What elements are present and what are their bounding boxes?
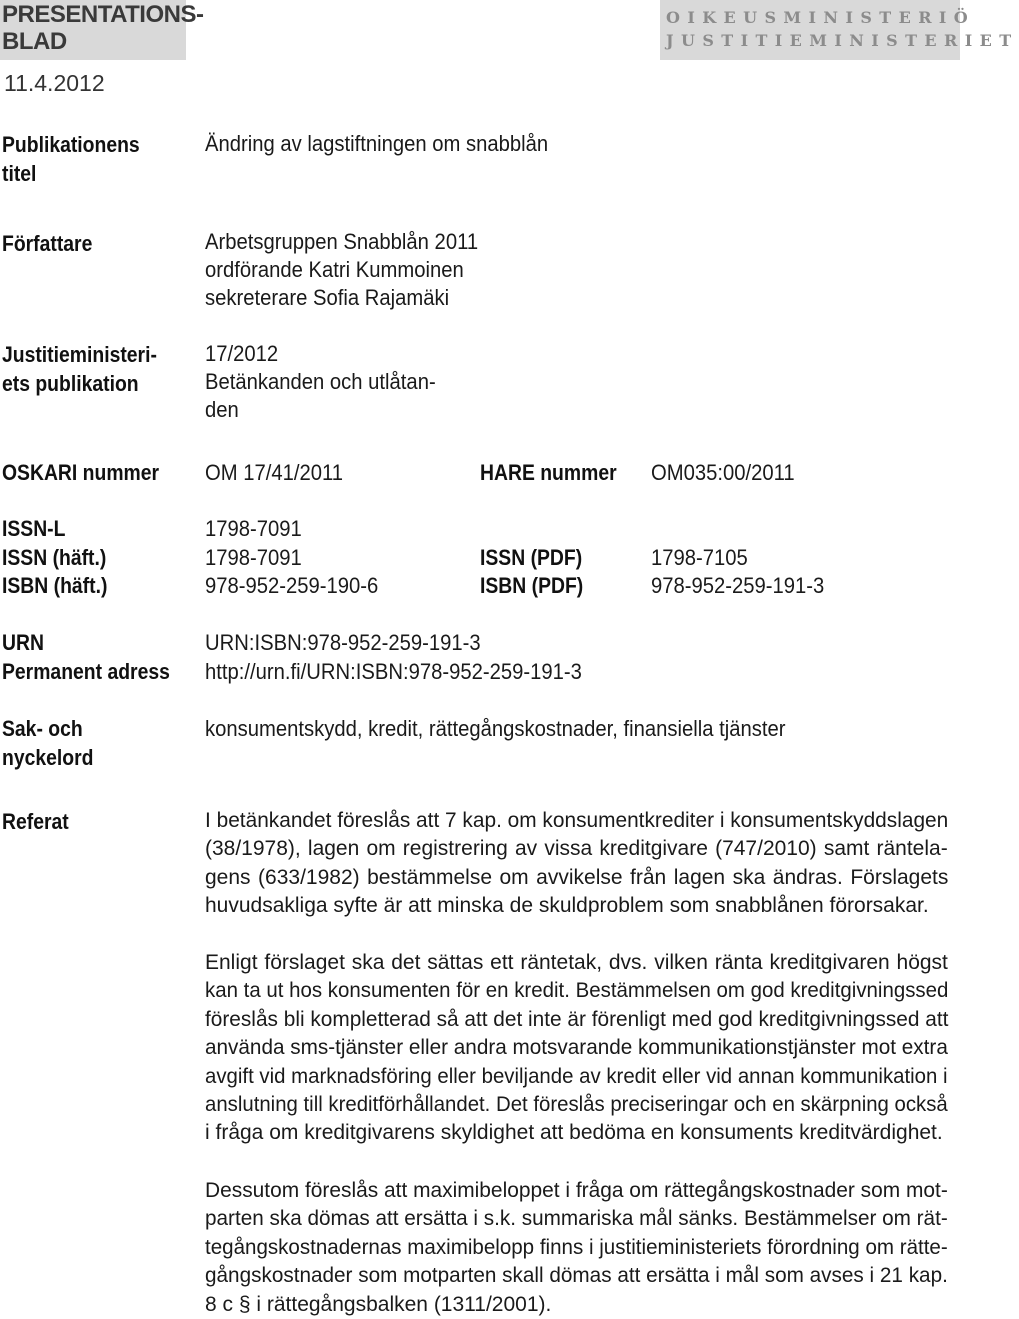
publication-label-line-1: Justitieministeri- bbox=[2, 342, 157, 367]
abstract-line: huvudsakliga syfte är att minska de skuldproblem som snabblånen förorsakar. bbox=[205, 894, 929, 918]
issn-pdf-value: 1798-7105 bbox=[651, 545, 748, 570]
abstract-line: avgift vid marknadsföring eller beviljande av kredit eller vid annan kommunikation i bbox=[205, 1064, 948, 1088]
abstract-line: i fråga om kreditgivarens skyldighet att bedöma en konsuments kreditvärdighet. bbox=[205, 1121, 943, 1145]
publication-line: Betänkanden och utlåtan- bbox=[205, 369, 436, 394]
author-line: sekreterare Sofia Rajamäki bbox=[205, 285, 450, 310]
permanent-address-link[interactable]: http://urn.fi/URN:ISBN:978-952-259-191-3 bbox=[205, 659, 582, 684]
issn-print-label: ISSN (häft.) bbox=[2, 545, 107, 570]
title-label-line-2: titel bbox=[2, 161, 37, 186]
author-line: Arbetsgruppen Snabblån 2011 bbox=[205, 229, 479, 254]
author-label: Författare bbox=[2, 231, 93, 256]
isbn-pdf-value: 978-952-259-191-3 bbox=[651, 573, 825, 598]
keywords-label-line-2: nyckelord bbox=[2, 745, 94, 770]
title-label-line-1: Publikationens bbox=[2, 132, 140, 157]
abstract-label: Referat bbox=[2, 809, 69, 834]
isbn-print-value: 978-952-259-190-6 bbox=[205, 573, 379, 598]
publication-line: den bbox=[205, 397, 239, 422]
publication-label bbox=[2, 340, 157, 398]
abstract-line: Enligt förslaget ska det sättas ett räntetak, dvs. vilken ränta kreditgivaren högst bbox=[205, 951, 948, 974]
abstract-line: gångskostnader som motparten skall dömas att ersätta i mål som avses i 21 kap. bbox=[205, 1264, 948, 1288]
publication-label-line-2: ets publikation bbox=[2, 371, 139, 396]
document-type-line-2: BLAD bbox=[2, 28, 67, 55]
oskari-label: OSKARI nummer bbox=[2, 460, 160, 485]
issn-l-value: 1798-7091 bbox=[205, 516, 302, 541]
abstract-line: Dessutom föreslås att maximibeloppet i fråga om rättegångskostnader som mot- bbox=[205, 1179, 948, 1202]
isbn-print-label: ISBN (häft.) bbox=[2, 573, 108, 598]
abstract-line: använda sms-tjänster eller andra motsvarande kommunikationstjänster mot extra bbox=[205, 1036, 948, 1060]
issn-print-value: 1798-7091 bbox=[205, 545, 302, 570]
publication-value bbox=[205, 340, 436, 424]
hare-value: OM035:00/2011 bbox=[651, 460, 795, 485]
issn-l-label: ISSN-L bbox=[2, 516, 66, 541]
ministry-name-swedish: JUSTITIEMINISTERIET bbox=[666, 31, 1019, 50]
title-value: Ändring av lagstiftningen om snabblån bbox=[205, 131, 549, 156]
abstract-line: tegångskostnadernas maximibelopp finns i justitieministeriets förordning om rätte- bbox=[205, 1235, 948, 1259]
publication-line: 17/2012 bbox=[205, 341, 279, 366]
ministry-name-finnish: OIKEUSMINISTERIÖ bbox=[666, 8, 976, 27]
document-date: 11.4.2012 bbox=[4, 70, 105, 96]
abstract-line: 8 c § i rättegångsbalken (1311/2001). bbox=[205, 1292, 552, 1316]
urn-value: URN:ISBN:978-952-259-191-3 bbox=[205, 630, 481, 655]
abstract-line: I betänkandet föreslås att 7 kap. om konsumentkrediter i konsumentskyddslagen bbox=[205, 809, 949, 832]
abstract-line: (38/1978), lagen om registrering av vissa kreditgivare (747/2010) samt räntela- bbox=[205, 837, 948, 861]
abstract-line: gens (633/1982) bestämmelse om avvikelse från lagen ska ändras. Förslagets bbox=[205, 865, 949, 889]
issn-pdf-label: ISSN (PDF) bbox=[480, 545, 583, 570]
permanent-address-label: Permanent adress bbox=[2, 659, 170, 684]
keywords-label-line-1: Sak- och bbox=[2, 716, 83, 741]
document-type-title bbox=[2, 1, 203, 55]
oskari-value: OM 17/41/2011 bbox=[205, 460, 344, 485]
abstract-line: parten ska dömas att ersätta i s.k. summariska mål sänks. Bestämmelser om rät- bbox=[205, 1207, 948, 1231]
hare-label: HARE nummer bbox=[480, 460, 617, 485]
isbn-pdf-label: ISBN (PDF) bbox=[480, 573, 584, 598]
title-label bbox=[2, 130, 140, 188]
abstract-paragraph-2 bbox=[205, 949, 948, 1148]
abstract-paragraph-3 bbox=[205, 1177, 948, 1319]
abstract-paragraph-1 bbox=[205, 807, 948, 921]
author-line: ordförande Katri Kummoinen bbox=[205, 257, 464, 282]
abstract-line: kan ta ut hos konsumenten för en kredit. Bestämmelsen om god kreditgivningssed bbox=[205, 979, 949, 1003]
document-type-line-1: PRESENTATIONS- bbox=[2, 1, 204, 28]
urn-label: URN bbox=[2, 630, 44, 655]
keywords-value: konsumentskydd, kredit, rättegångskostnader, finansiella tjänster bbox=[205, 716, 786, 741]
author-value bbox=[205, 228, 478, 312]
keywords-label bbox=[2, 714, 93, 772]
abstract-line: anslutning till kreditförhållandet. Det föreslås preciseringar och en skärpning också bbox=[205, 1093, 948, 1117]
abstract-line: föreslås bli kompletterad så att det inte är förenligt med god kreditgivningssed att bbox=[205, 1007, 949, 1031]
